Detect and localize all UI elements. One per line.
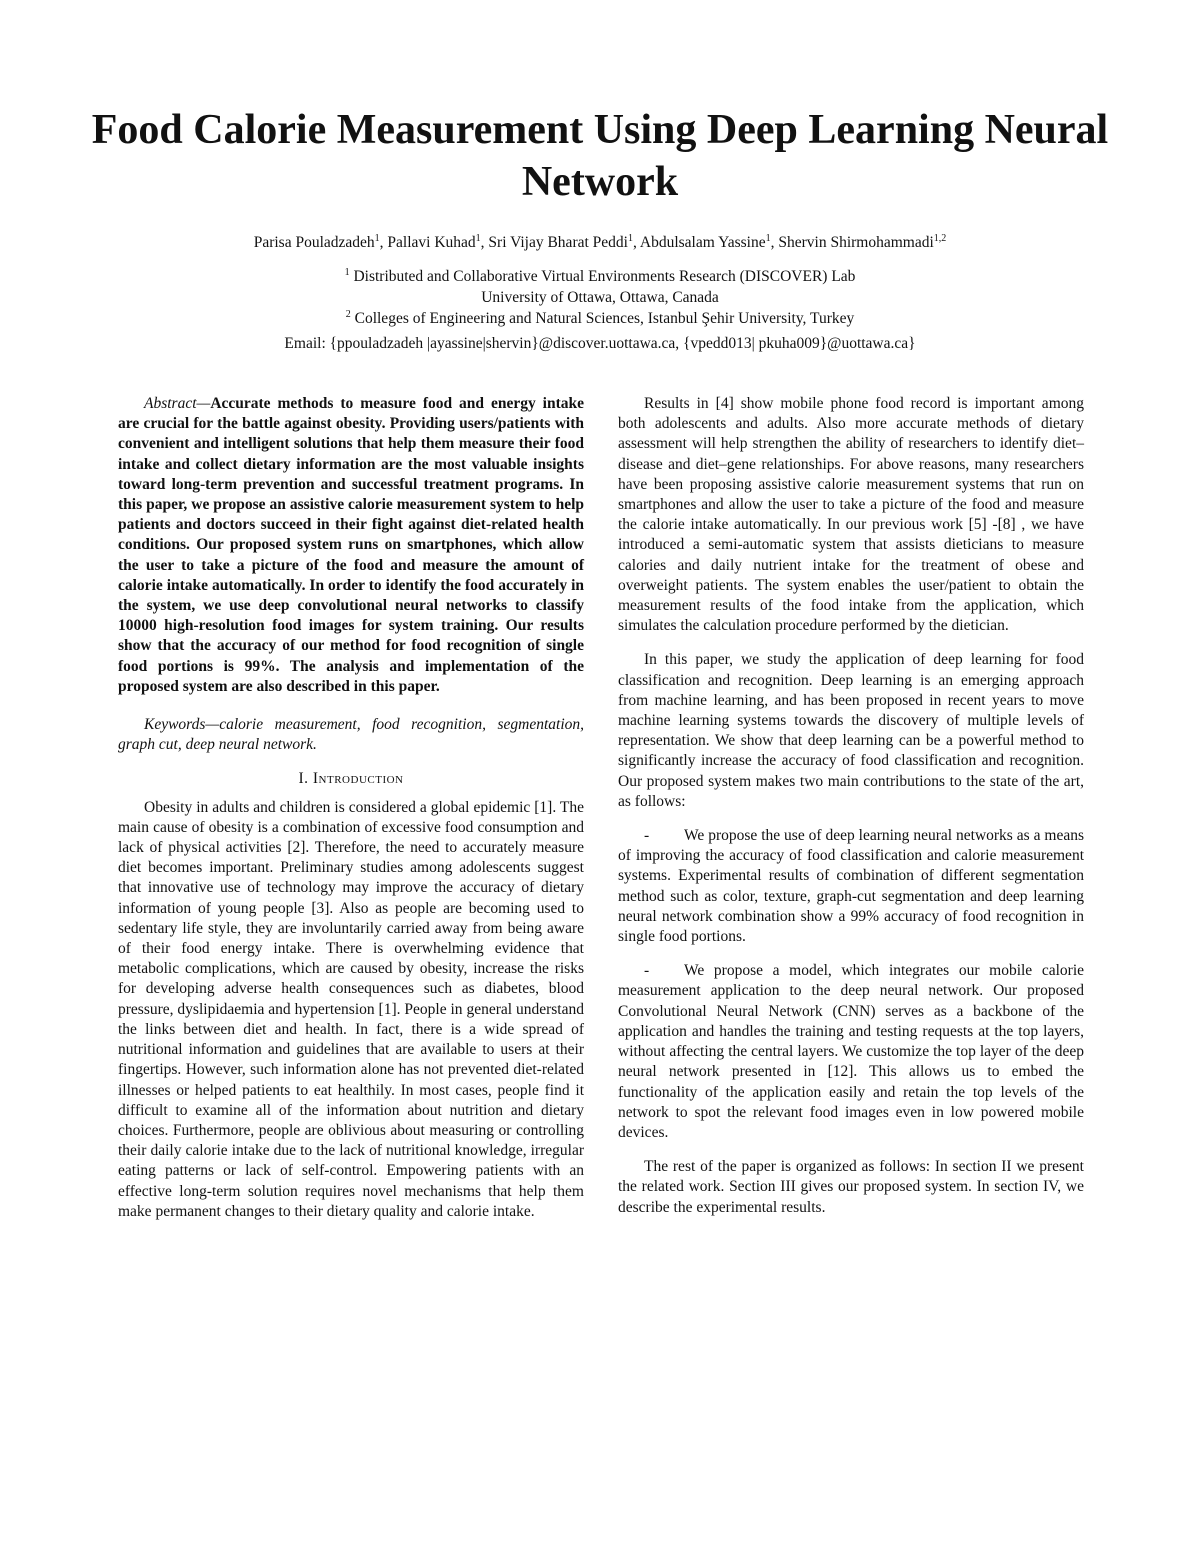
section-heading: I. Introduction <box>298 770 404 788</box>
contribution-bullet <box>618 961 1084 1143</box>
abstract <box>118 394 584 697</box>
bullet-text: We propose the use of deep learning neural networks as a means of improving the accuracy of food classification and calorie measurement systems. Experimental results of combination of different segmentation method such as color, texture, graph-cut segmentation and deep learning neural network combination show a 99% accuracy of food recognition in single food portions. <box>618 827 1084 946</box>
author-name: Sri Vijay Bharat Peddi <box>488 234 628 251</box>
body-paragraph: Results in [4] show mobile phone food record is important among both adolescents and adults. Also more accurate methods of dietary assessment will help strengthen the ability of researchers to identify diet–disease and diet–gene relationships. For above reasons, many researchers have been proposing assistive calorie measurement systems that run on smartphones and allow the user to take a picture of the food and measure the calorie intake automatically. In our previous work [5] -[8] , we have introduced a semi-automatic system that assists dieticians to measure calories and daily nutrient intake for the treatment of obese and overweight patients. The system enables the user/patient to obtain the measurement results of the food intake from the application, which simulates the calculation procedure performed by the dietician. <box>618 395 1084 635</box>
paper-title: Food Calorie Measurement Using Deep Learning Neural Network <box>91 107 1109 205</box>
author-affil-mark: 1,2 <box>933 232 947 244</box>
intro-paragraph: Obesity in adults and children is considered a global epidemic [1]. The main cause of obesity is a combination of excessive food consumption and lack of physical activities [2]. Therefore, the need to accurately measure diet becomes important. Preliminary studies among adolescents suggest that innovative use of technology may improve the accuracy of dietary information of young people [3]. Also as people are becoming used to sedentary life style, they are involuntarily carried away from being aware of their food energy intake. There is overwhelming evidence that metabolic complications, which are caused by obesity, increase the risks for developing adverse health consequences such as diabetes, blood pressure, dyslipidaemia and hypertension [1]. People in general understand the links between diet and health. In fact, there is a wide spread of nutritional information and guidelines that are available to users at their fingertips. However, such information alone has not prevented diet-related illnesses or helped patients to eat healthily. In most cases, people find it difficult to examine all of the information about nutrition and dietary choices. Furthermore, people are oblivious about measuring or controlling their daily calorie intake due to the lack of nutritional knowledge, irregular eating patterns or lack of self-control. Empowering patients with an effective long-term solution requires novel mechanisms that help them make permanent changes to their dietary quality and calorie intake. <box>118 798 584 1220</box>
author-list: Parisa Pouladzadeh$^1$, Pallavi Kuhad$^1$, Sri Vijay Bharat Peddi$^1$, Abdulsalam Yassine$^1$, Shervin Shirmohammadi$^{1,2}$ <box>253 232 947 251</box>
bullet-dash: - <box>644 827 650 845</box>
author-affil-mark: 1 <box>475 232 481 244</box>
author-name: Parisa Pouladzadeh <box>253 234 375 251</box>
body-paragraph: In this paper, we study the application of deep learning for food classification and recognition. Deep learning is an emerging approach from machine learning, and has been proposed in recent years to move machine learning systems towards the discovery of multiple levels of representation. We show that deep learning can be a powerful method to significantly increase the accuracy of food classification and recognition. Our proposed system makes two main contributions to the state of the art, as follows: <box>618 651 1084 810</box>
affiliations <box>80 266 1120 354</box>
contribution-bullet <box>618 826 1084 947</box>
affil-mark: 1 <box>344 266 350 278</box>
affiliation-line: University of Ottawa, Ottawa, Canada <box>481 289 719 306</box>
author-name: Abdulsalam Yassine <box>639 234 766 251</box>
author-affil-mark: 1 <box>627 232 633 244</box>
right-column <box>618 394 1084 1218</box>
body-paragraph: The rest of the paper is organized as follows: In section II we present the related work. Section III gives our proposed system. In section IV, we describe the experimental results. <box>618 1158 1084 1216</box>
left-column <box>118 394 584 1222</box>
author-affil-mark: 1 <box>765 232 771 244</box>
affil-mark: 2 <box>345 308 351 320</box>
author-affil-mark: 1 <box>374 232 380 244</box>
bullet-dash: - <box>644 962 650 980</box>
bullet-text: We propose a model, which integrates our mobile calorie measurement application to the deep neural network. Our proposed Convolutional Neural Network (CNN) serves as a backbone of the application and handles the training and testing requests at the top layers, without affecting the central layers. We customize the top layer of the deep neural network presented in [12]. This allows us to embed the functionality of the application easily and retain the top levels of the network to spot the relevant food images even in low powered mobile devices. <box>618 962 1084 1141</box>
affiliation-line: Distributed and Collaborative Virtual Environments Research (DISCOVER) Lab <box>353 268 856 285</box>
email-line: Email: {ppouladzadeh |ayassine|shervin}@discover.uottawa.ca, {vpedd013| pkuha009}@uottawa.ca} <box>284 335 916 352</box>
author-name: Shervin Shirmohammadi <box>778 234 934 251</box>
author-name: Pallavi Kuhad <box>387 234 476 251</box>
keywords: Keywords—calorie measurement, food recognition, segmentation, graph cut, deep neural network. <box>118 716 584 754</box>
abstract-body: Accurate methods to measure food and energy intake are crucial for the battle against obesity. Providing users/patients with convenient and intelligent solutions that help them measure their food intake and collect dietary information are the most valuable insights toward long-term prevention and successful treatment programs. In this paper, we propose an assistive calorie measurement system to help patients and doctors succeed in their fight against diet-related health conditions. Our proposed system runs on smartphones, which allow the user to take a picture of the food and measure the amount of calorie intake automatically. In order to identify the food accurately in the system, we use deep convolutional neural networks to classify 10000 high-resolution food images for system training. Our results show that the accuracy of our method for food recognition of single food portions is 99%. The analysis and implementation of the proposed system are also described in this paper. <box>118 395 584 695</box>
affiliation-line: Colleges of Engineering and Natural Sciences, Istanbul Şehir University, Turkey <box>354 310 855 327</box>
abstract-label: Abstract— <box>144 395 211 412</box>
